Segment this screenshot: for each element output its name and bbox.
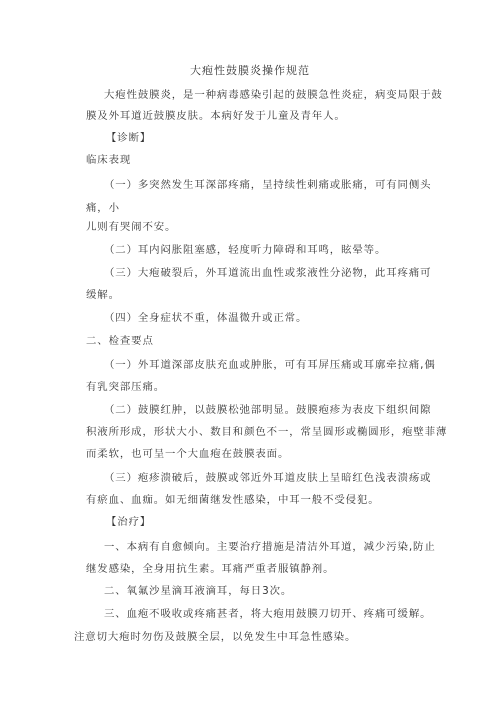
exam-item-1-line-2: 有乳突部压痛。 bbox=[86, 381, 166, 393]
exam-item-2-line-3: 而柔软，也可呈一个大血疱在鼓膜表面。 bbox=[86, 448, 290, 460]
treatment-item-2: 二、氧氟沙星滴耳液滴耳，每日3次。 bbox=[104, 585, 293, 597]
exam-item-1-line-1: （一）外耳道深部皮肤充血或肿胀，可有耳屏压痛或耳廓牵拉痛,偶 bbox=[104, 359, 436, 371]
exam-item-2-line-2: 积液所形成，形状大小、数目和颜色不一，常呈圆形或椭圆形，疱壁菲薄 bbox=[86, 426, 448, 438]
clinical-item-1-line-2: 痛，小 bbox=[86, 202, 120, 214]
treatment-item-1-line-2: 继发感染，全身用抗生素。耳痛严重者服镇静剂。 bbox=[86, 563, 335, 575]
exam-item-2-line-1: （二）鼓膜红肿，以鼓膜松弛部明显。鼓膜疱疹为表皮下组织间隙 bbox=[104, 404, 432, 416]
exam-item-3-line-2: 有瘀血、血痂。如无细菌继发性感染，中耳一般不受侵犯。 bbox=[86, 494, 380, 506]
clinical-item-1-line-3: 儿则有哭闹不安。 bbox=[86, 221, 177, 233]
clinical-item-2: （二）耳内闷胀阻塞感，轻度听力障碍和耳鸣，眩晕等。 bbox=[104, 244, 387, 256]
section-heading-diagnosis: 【诊断】 bbox=[106, 132, 152, 144]
exam-item-3-line-1: （三）疱疹溃破后，鼓膜或邻近外耳道皮肤上呈暗红色浅表溃疡或 bbox=[104, 472, 432, 484]
subheading-exam: 二、检查要点 bbox=[86, 335, 154, 347]
clinical-item-1-line-1: （一）多突然发生耳深部疼痛，呈持续性剌痛或胀痛，可有同侧头 bbox=[104, 179, 432, 191]
clinical-item-3-line-1: （三）大疱破裂后，外耳道流出血性或浆液性分泌物，此耳疼痛可 bbox=[104, 267, 432, 279]
intro-line-2: 膜及外耳道近鼓膜皮肤。本病好发于儿童及青年人。 bbox=[86, 110, 346, 122]
treatment-item-1-line-1: 一、本病有自愈倾向。主要治疗措施是清洁外耳道，减少污染,防止 bbox=[104, 541, 436, 553]
intro-line-1: 大疱性鼓膜炎，是一种病毒感染引起的鼓膜急性炎症，病变局限于鼓 bbox=[104, 89, 443, 101]
treatment-item-3-line-2: 注意切大疱时勿伤及鼓膜全层，以免发生中耳急性感染。 bbox=[74, 631, 357, 643]
document-title: 大疱性鼓膜炎操作规范 bbox=[190, 64, 310, 77]
clinical-item-4: （四）全身症状不重，体温微升或正常。 bbox=[104, 312, 308, 324]
section-heading-treatment: 【治疗】 bbox=[106, 516, 152, 528]
treatment-item-3-line-1: 三、血疱不吸收或疼痛甚者，将大疱用鼓膜刀切开、疼痛可缓解。 bbox=[104, 608, 432, 620]
clinical-item-3-line-2: 缓解。 bbox=[86, 289, 120, 301]
subheading-clinical: 临床表现 bbox=[86, 154, 132, 166]
